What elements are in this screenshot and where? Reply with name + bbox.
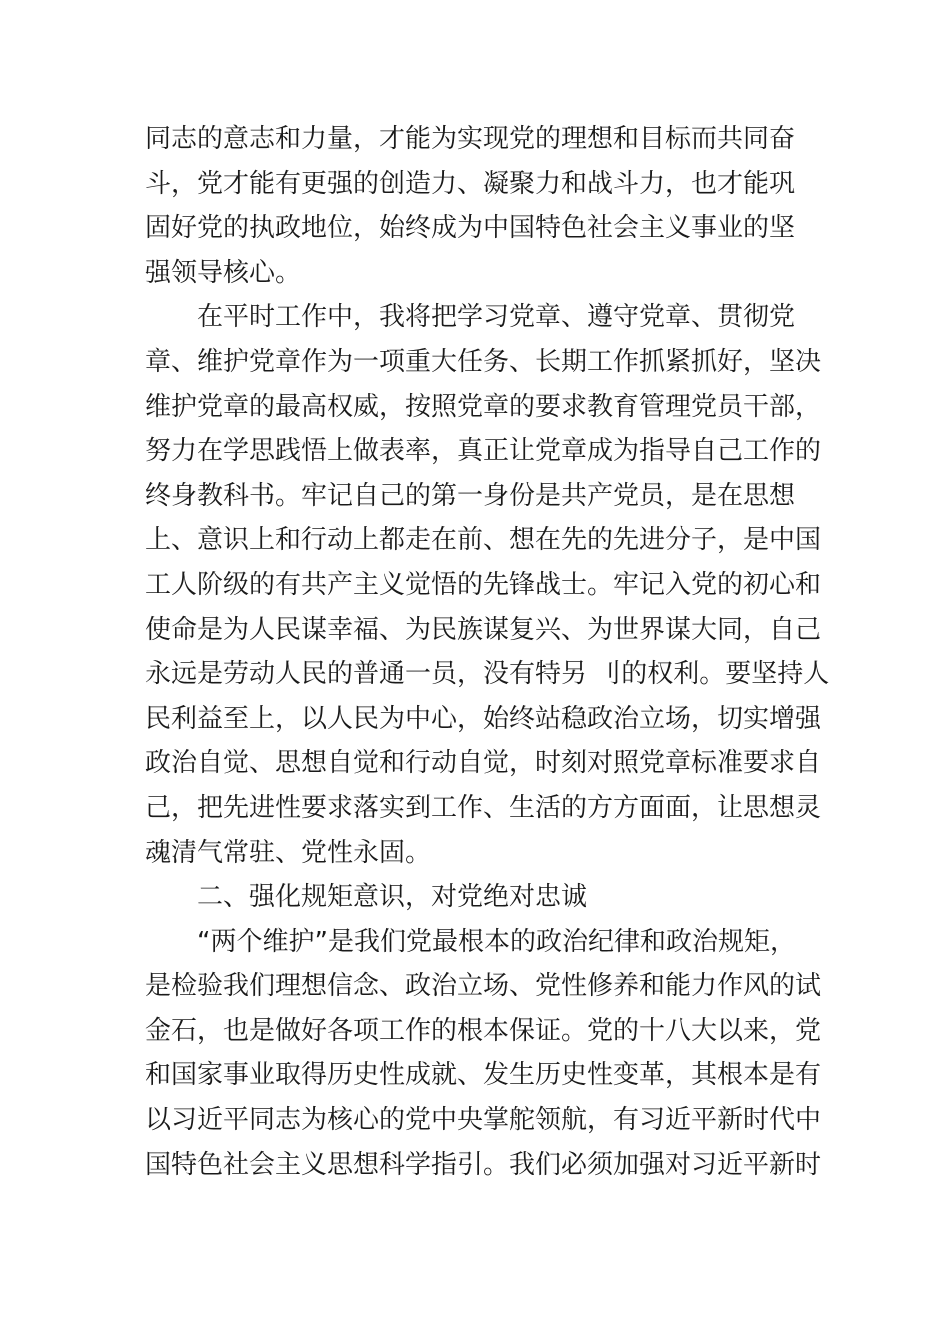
text-line: 章、维护党章作为一项重大任务、长期工作抓紧抓好，坚决 (145, 346, 822, 377)
paragraph-first-line: 在平时工作中，我将把学习党章、遵守党章、贯彻党 (197, 302, 796, 333)
text-line: 工人阶级的有共产主义觉悟的先锋战士。牢记入党的初心和 (145, 569, 822, 600)
text-line: 努力在学思践悟上做表率，真正让党章成为指导自己工作的 (145, 436, 822, 467)
text-line: 终身教科书。牢记自己的第一身份是共产党员，是在思想 (145, 480, 796, 511)
body-text (145, 117, 830, 1187)
text-line: 以习近平同志为核心的党中央掌舵领航，有习近平新时代中 (145, 1105, 822, 1136)
text-line: 斗，党才能有更强的创造力、凝聚力和战斗力，也才能巩 (145, 168, 796, 199)
text-line: 是检验我们理想信念、政治立场、党性修养和能力作风的试 (145, 971, 822, 1002)
text-line: 同志的意志和力量，才能为实现党的理想和目标而共同奋 (145, 124, 796, 154)
text-line: 上、意识上和行动上都走在前、想在先的先进分子，是中国 (145, 525, 822, 556)
section-heading: 二、强化规矩意识，对党绝对忠诚 (197, 882, 588, 913)
text-line: 国特色社会主义思想科学指引。我们必须加强对习近平新时 (145, 1149, 822, 1180)
paragraph-first-line: “两个维护”是我们党最根本的政治纪律和政治规矩， (197, 926, 796, 957)
text-line: 固好党的执政地位，始终成为中国特色社会主义事业的坚 (145, 213, 796, 244)
text-line: 和国家事业取得历史性成就、发生历史性变革，其根本是有 (145, 1060, 822, 1091)
text-line: 强领导核心。 (145, 257, 302, 288)
text-line: 金石，也是做好各项工作的根本保证。党的十八大以来，党 (145, 1015, 822, 1046)
text-line: 己，把先进性要求落实到工作、生活的方方面面，让思想灵 (145, 792, 822, 823)
text-line: 魂清气常驻、党性永固。 (145, 837, 432, 868)
text-line: 使命是为人民谋幸福、为民族谋复兴、为世界谋大同，自己 (145, 614, 822, 645)
text-line: 民利益至上，以人民为中心，始终站稳政治立场，切实增强 (145, 703, 822, 734)
text-line: 永远是劳动人民的普通一员，没有特另 刂的权利。要坚持人 (145, 659, 830, 690)
text-line: 政治自觉、思想自觉和行动自觉，时刻对照党章标准要求自 (145, 748, 822, 779)
text-line: 维护党章的最高权威，按照党章的要求教育管理党员干部， (145, 391, 822, 422)
